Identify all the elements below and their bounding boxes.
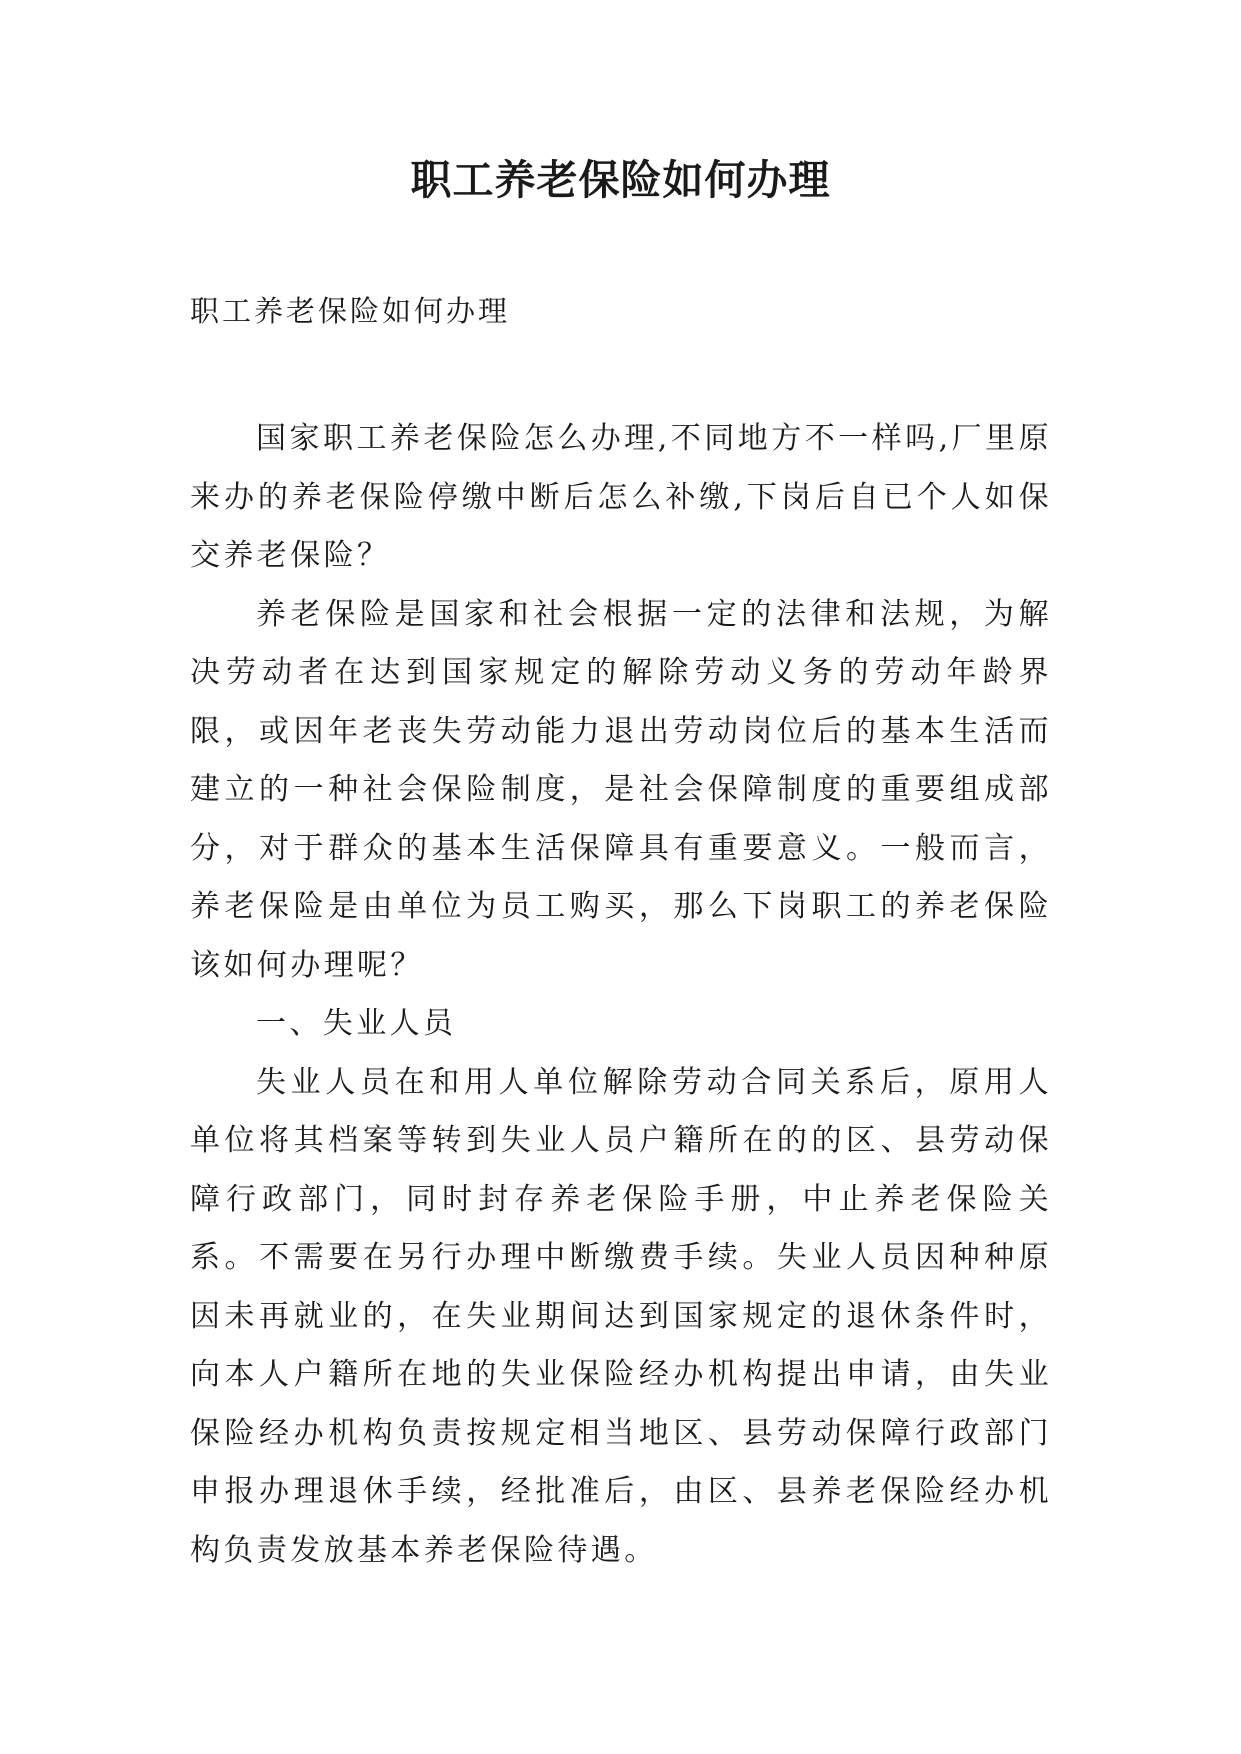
section-heading-unemployed: 一、失业人员 [256, 1006, 457, 1041]
paragraph-unemployed: 失业人员在和用人单位解除劳动合同关系后，原用人单位将其档案等转到失业人员户籍所在的的区、县劳动保障行政部门，同时封存养老保险手册，中止养老保险关系。不需要在另行办理中断缴费手续。失业人员因种种原因未再就业的，在失业期间达到国家规定的退休条件时，向本人户籍所在地的失业保险经办机构提出申请，由失业保险经办机构负责按规定相当地区、县劳动保障行政部门申报办理退休手续，经批准后，由区、县养老保险经办机构负责发放基本养老保险待遇。 [190, 1064, 1052, 1568]
paragraph-intro: 国家职工养老保险怎么办理,不同地方不一样吗,厂里原来办的养老保险停缴中断后怎么补缴,下岗后自已个人如保交养老保险？ [190, 421, 1052, 573]
paragraph-definition: 养老保险是国家和社会根据一定的法律和法规，为解决劳动者在达到国家规定的解除劳动义务的劳动年龄界限，或因年老丧失劳动能力退出劳动岗位后的基本生活而建立的一种社会保险制度，是社会保障制度的重要组成部分，对于群众的基本生活保障具有重要意义。一般而言，养老保险是由单位为员工购买，那么下岗职工的养老保险该如何办理呢？ [190, 596, 1052, 983]
document-title: 职工养老保险如何办理 [410, 156, 831, 204]
document-subtitle: 职工养老保险如何办理 [190, 294, 511, 328]
document-body [190, 410, 1052, 1580]
